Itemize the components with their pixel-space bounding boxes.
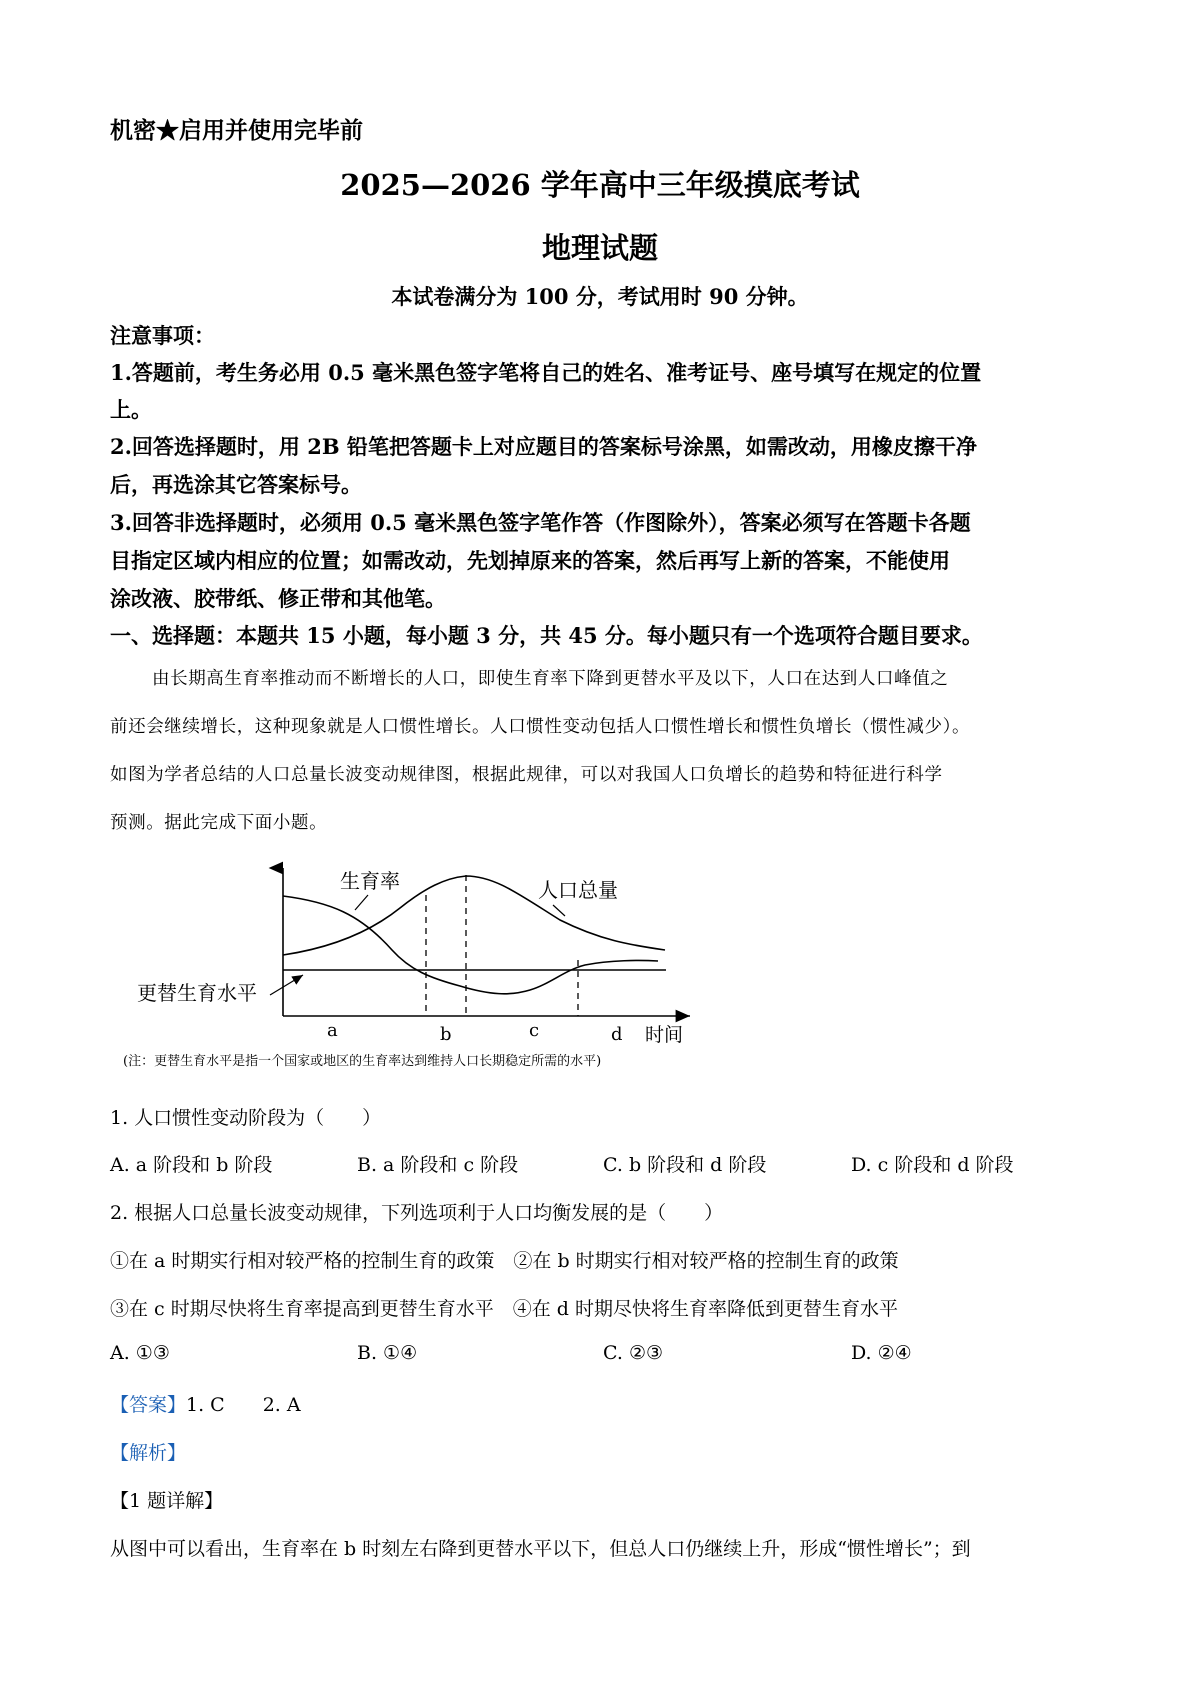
question-1-option-b: B. a 阶段和 c 阶段 [357,1154,519,1176]
material-line: 预测。据此完成下面小题。 [110,813,328,833]
notice-line: 涂改液、胶带纸、修正带和其他笔。 [110,586,446,611]
fertility-pointer [355,895,368,910]
exam-title: 2025—2026 学年高中三年级摸底考试 [340,168,860,202]
question-1-option-a: A. a 阶段和 b 阶段 [110,1154,273,1176]
notice-line: 后，再选涂其它答案标号。 [110,472,362,497]
question-1-option-d: D. c 阶段和 d 阶段 [851,1154,1014,1176]
population-pointer [553,905,565,916]
section-heading: 一、选择题：本题共 15 小题，每小题 3 分，共 45 分。每小题只有一个选项符合题目要求。 [110,623,983,648]
exam-subtitle: 本试卷满分为 100 分，考试用时 90 分钟。 [391,284,809,309]
fertility-rate-curve [283,896,658,994]
question-2-option-c: C. ②③ [603,1342,664,1364]
material-line: 由长期高生育率推动而不断增长的人口，即使生育率下降到更替水平及以下，人口在达到人口峰值之 [152,669,949,689]
detail-tag: 【1 题详解】 [110,1490,224,1512]
notice-line: 1.答题前，考生务必用 0.5 毫米黑色签字笔将自己的姓名、准考证号、座号填写在规定的位置 [110,360,982,385]
question-1-stem: 1. 人口惯性变动阶段为（ ） [110,1107,382,1129]
question-2-statement: ③在 c 时期尽快将生育率提高到更替生育水平 ④在 d 时期尽快将生育率降低到更替生育水平 [110,1298,898,1320]
question-2-option-b: B. ①④ [357,1342,418,1364]
stage-label-a: a [327,1020,338,1041]
question-2-option-d: D. ②④ [851,1342,912,1364]
confidential-label: 机密★启用并使用完毕前 [110,117,363,144]
subject-title: 地理试题 [541,231,658,265]
fertility-rate-label: 生育率 [340,869,400,893]
total-population-label: 人口总量 [538,878,618,902]
stage-label-c: c [529,1020,540,1041]
chart-note: (注：更替生育水平是指一个国家或地区的生育率达到维持人口长期稳定所需的水平) [123,1054,602,1069]
notice-line: 3.回答非选择题时，必须用 0.5 毫米黑色签字笔作答（作图除外），答案必须写在答题卡各题 [110,510,971,535]
replacement-pointer [270,975,303,995]
analysis-tag: 【解析】 [110,1442,187,1464]
question-2-option-a: A. ①③ [110,1342,170,1364]
replacement-level-label: 更替生育水平 [137,981,257,1005]
detail-line: 从图中可以看出，生育率在 b 时刻左右降到更替水平以下，但总人口仍继续上升，形成“惯性增长”；到 [110,1538,971,1560]
material-line: 前还会继续增长，这种现象就是人口惯性增长。人口惯性变动包括人口惯性增长和惯性负增长（惯性减少）。 [110,717,971,737]
question-2-stem: 2. 根据人口总量长波变动规律，下列选项利于人口均衡发展的是（ ） [110,1202,724,1224]
x-axis-label: 时间 [645,1024,684,1046]
answer-text: 1. C 2. A [186,1394,301,1416]
notice-line: 目指定区域内相应的位置；如需改动，先划掉原来的答案，然后再写上新的答案，不能使用 [110,548,950,573]
answer-tag: 【答案】 [110,1394,187,1416]
question-2-statement: ①在 a 时期实行相对较严格的控制生育的政策 ②在 b 时期实行相对较严格的控制生育的政策 [110,1250,899,1272]
answer-line [110,1390,301,1417]
stage-label-b: b [440,1024,452,1045]
notice-heading: 注意事项： [110,323,215,348]
material-line: 如图为学者总结的人口总量长波变动规律图，根据此规律，可以对我国人口负增长的趋势和特征进行科学 [110,765,943,785]
question-1-option-c: C. b 阶段和 d 阶段 [603,1154,767,1176]
notice-line: 2.回答选择题时，用 2B 铅笔把答题卡上对应题目的答案标号涂黑，如需改动，用橡皮擦干净 [110,434,977,459]
stage-label-d: d [611,1024,623,1045]
notice-line: 上。 [110,397,152,422]
